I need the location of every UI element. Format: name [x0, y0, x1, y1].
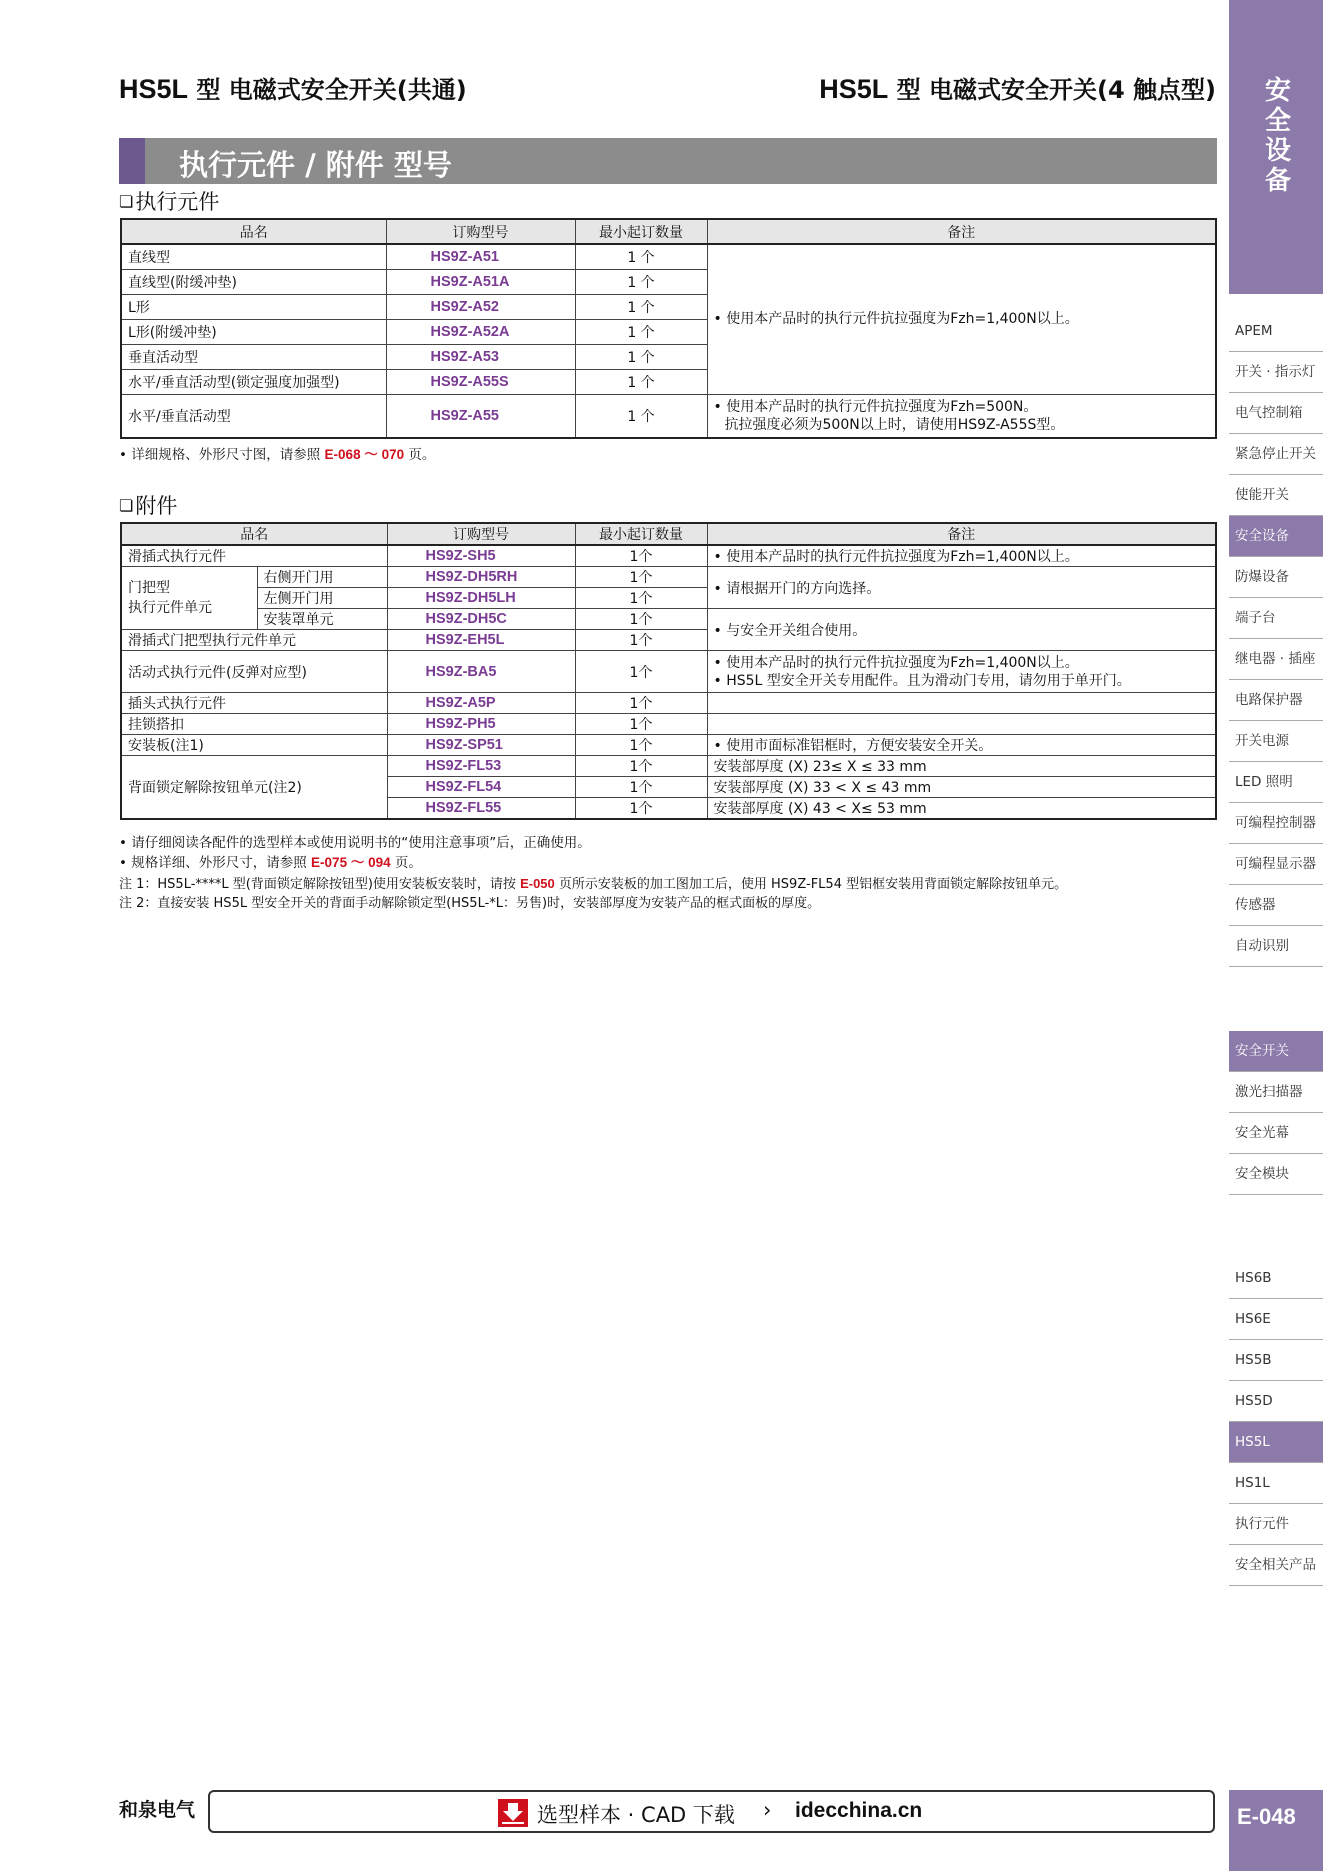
sidebar-nav-item[interactable]: 自动识别 — [1229, 926, 1323, 967]
order-code: HS9Z-A55S — [386, 369, 575, 394]
order-code: HS9Z-A52 — [386, 294, 575, 319]
order-code: HS9Z-BA5 — [387, 651, 575, 693]
table-row: 挂锁搭扣 HS9Z-PH5 1个 — [121, 714, 1216, 735]
footer-text: 选型样本 · CAD 下载 — [537, 1803, 735, 1827]
actuators-table — [120, 218, 1217, 439]
header-right-model: HS5L — [819, 74, 889, 104]
order-code: HS9Z-DH5LH — [387, 588, 575, 609]
table-header-row: 品名 订购型号 最小起订数量 备注 — [121, 219, 1216, 244]
sidebar-nav-item[interactable]: HS1L — [1229, 1463, 1323, 1504]
order-code: HS9Z-SH5 — [387, 545, 575, 567]
sidebar-nav-item[interactable]: LED 照明 — [1229, 762, 1323, 803]
sidebar-nav-item[interactable]: 继电器 · 插座 — [1229, 639, 1323, 680]
sidebar-nav-item[interactable]: 安全设备 — [1229, 516, 1323, 557]
table-row: 左侧开门用 HS9Z-DH5LH 1个 — [121, 588, 1216, 609]
checkbox-square-icon: ❏ — [119, 192, 134, 211]
sidebar-nav-item[interactable]: APEM — [1229, 311, 1323, 352]
order-code: HS9Z-A51 — [386, 244, 575, 269]
sidebar-nav-item[interactable]: 电路保护器 — [1229, 680, 1323, 721]
actuators-note: • 详细规格、外形尺寸图，请参照 E-068 ～ 070 页。 — [119, 447, 436, 463]
table-row: 直线型(附缓冲垫) HS9Z-A51A 1 个 — [121, 269, 1216, 294]
table-row: 直线型 HS9Z-A51 1 个 • 使用本产品时的执行元件抗拉强度为Fzh=1,400N以上。 — [121, 244, 1216, 269]
page-ref-link[interactable]: E-068 ～ 070 — [324, 447, 405, 462]
sidebar-nav-item[interactable]: 使能开关 — [1229, 475, 1323, 516]
order-code: HS9Z-PH5 — [387, 714, 575, 735]
section-title-bar — [119, 138, 1217, 184]
page-number: E-048 — [1229, 1790, 1323, 1871]
note-usage: • 请仔细阅读各配件的选型样本或使用说明书的“使用注意事项”后，正确使用。 — [119, 835, 591, 851]
order-code: HS9Z-SP51 — [387, 735, 575, 756]
table-row: HS9Z-FL54 1个 安装部厚度 (X) 33 < X ≤ 43 mm — [121, 777, 1216, 798]
note-2: 注 2：直接安装 HS5L 型安全开关的背面手动解除锁定型(HS5L-*L：另售)时，安装部厚度为安装产品的框式面板的厚度。 — [119, 896, 821, 911]
sidebar-nav-item[interactable]: 安全模块 — [1229, 1154, 1323, 1195]
note-1: 注 1：HS5L-****L 型(背面锁定解除按钮型)使用安装板安装时，请按 E-050 页所示安装板的加工图加工后，使用 HS9Z-FL54 型铝框安装用背面锁定解除按钮单元。 — [119, 876, 1068, 892]
actuator-remark: • 使用本产品时的执行元件抗拉强度为Fzh=1,400N以上。 — [707, 244, 1216, 394]
sidebar-category — [1229, 0, 1323, 294]
sidebar-nav-item[interactable]: 传感器 — [1229, 885, 1323, 926]
chevron-right-icon: › — [763, 1798, 772, 1822]
sidebar-nav-item[interactable]: 执行元件 — [1229, 1504, 1323, 1545]
section-title: 执行元件 / 附件 型号 — [179, 148, 452, 182]
table-row: 门把型 执行元件单元 右侧开门用 HS9Z-DH5RH 1个 • 请根据开门的方向选择。 — [121, 567, 1216, 588]
order-code: HS9Z-EH5L — [387, 630, 575, 651]
table-row: HS9Z-FL55 1个 安装部厚度 (X) 43 < X≤ 53 mm — [121, 798, 1216, 820]
order-code: HS9Z-DH5C — [387, 609, 575, 630]
order-code: HS9Z-A51A — [386, 269, 575, 294]
sidebar-nav-item[interactable]: 电气控制箱 — [1229, 393, 1323, 434]
actuators-heading: ❏执行元件 — [119, 190, 220, 214]
sidebar-nav-item[interactable]: HS5B — [1229, 1340, 1323, 1381]
order-code: HS9Z-A5P — [387, 693, 575, 714]
order-code: HS9Z-A55 — [386, 394, 575, 438]
table-row: 垂直活动型 HS9Z-A53 1 个 — [121, 344, 1216, 369]
header-right — [819, 70, 1216, 105]
table-row: 水平/垂直活动型(锁定强度加强型) HS9Z-A55S 1 个 — [121, 369, 1216, 394]
sidebar-nav-item[interactable]: 激光扫描器 — [1229, 1072, 1323, 1113]
footer-url[interactable]: idecchina.cn — [795, 1799, 923, 1822]
note-spec-ref: • 规格详细、外形尺寸，请参照 E-075 ～ 094 页。 — [119, 855, 422, 871]
table-row: L形(附缓冲垫) HS9Z-A52A 1 个 — [121, 319, 1216, 344]
sidebar-category-label: 安全设备 — [1264, 76, 1291, 196]
table-row: 安装罩单元 HS9Z-DH5C 1个 • 与安全开关组合使用。 — [121, 609, 1216, 630]
accessories-table — [120, 522, 1217, 820]
sidebar-nav-item[interactable]: HS6E — [1229, 1299, 1323, 1340]
page-ref-link[interactable]: E-050 — [520, 876, 555, 891]
footer-download-bar[interactable] — [208, 1790, 1215, 1833]
table-row: 背面锁定解除按钮单元(注2) HS9Z-FL53 1个 安装部厚度 (X) 23≤ X ≤ 33 mm — [121, 756, 1216, 777]
sidebar-nav-item[interactable]: 开关电源 — [1229, 721, 1323, 762]
table-header-row: 品名 订购型号 最小起订数量 备注 — [121, 523, 1216, 545]
table-row: 插头式执行元件 HS9Z-A5P 1个 — [121, 693, 1216, 714]
download-icon — [498, 1799, 528, 1827]
table-row: L形 HS9Z-A52 1 个 — [121, 294, 1216, 319]
sidebar-nav-item[interactable]: 开关 · 指示灯 — [1229, 352, 1323, 393]
order-code: HS9Z-DH5RH — [387, 567, 575, 588]
sidebar-nav-item[interactable]: 可编程显示器 — [1229, 844, 1323, 885]
page-ref-link[interactable]: E-075 ～ 094 — [311, 855, 391, 870]
sidebar-nav-item[interactable]: 安全相关产品 — [1229, 1545, 1323, 1586]
table-row: 滑插式门把型执行元件单元 HS9Z-EH5L 1个 — [121, 630, 1216, 651]
table-row: 安装板(注1) HS9Z-SP51 1个 • 使用市面标准铝框时，方便安装安全开关。 — [121, 735, 1216, 756]
actuator-remark: • 使用本产品时的执行元件抗拉强度为Fzh=500N。 抗拉强度必须为500N以上时，请使用HS9Z-A55S型。 — [707, 394, 1216, 438]
header-left-model: HS5L — [119, 74, 189, 104]
sidebar-nav-item[interactable]: 安全开关 — [1229, 1031, 1323, 1072]
order-code: HS9Z-A52A — [386, 319, 575, 344]
sidebar-nav-item[interactable]: 防爆设备 — [1229, 557, 1323, 598]
sidebar-nav-item[interactable]: 安全光幕 — [1229, 1113, 1323, 1154]
sidebar-nav-item[interactable]: HS5D — [1229, 1381, 1323, 1422]
order-code: HS9Z-FL53 — [387, 756, 575, 777]
header-left-title: 型 电磁式安全开关(共通) — [196, 76, 467, 104]
checkbox-square-icon: ❏ — [119, 496, 134, 515]
accessories-heading: ❏附件 — [119, 494, 178, 518]
order-code: HS9Z-A53 — [386, 344, 575, 369]
header-right-title: 型 电磁式安全开关(4 触点型) — [896, 76, 1216, 104]
order-code: HS9Z-FL55 — [387, 798, 575, 820]
sidebar-nav-item[interactable]: 可编程控制器 — [1229, 803, 1323, 844]
brand-logo: 和泉电气 — [119, 1799, 196, 1821]
order-code: HS9Z-FL54 — [387, 777, 575, 798]
table-row: 滑插式执行元件 HS9Z-SH5 1个 • 使用本产品时的执行元件抗拉强度为Fzh=1,400N以上。 — [121, 545, 1216, 567]
table-row: 水平/垂直活动型 HS9Z-A55 1 个 • 使用本产品时的执行元件抗拉强度为Fzh=500N。 抗拉强度必须为500N以上时，请使用HS9Z-A55S型。 — [121, 394, 1216, 438]
sidebar-nav-item[interactable]: 端子台 — [1229, 598, 1323, 639]
header-left — [119, 70, 467, 105]
sidebar-nav-item[interactable]: HS6B — [1229, 1258, 1323, 1299]
table-row: 活动式执行元件(反弹对应型) HS9Z-BA5 1个 • 使用本产品时的执行元件抗拉强度为Fzh=1,400N以上。 • HS5L 型安全开关专用配件。且为滑动门专用，请勿用于单开门。 — [121, 651, 1216, 693]
sidebar-nav-item[interactable]: HS5L — [1229, 1422, 1323, 1463]
section-accent — [119, 138, 145, 184]
sidebar-nav-item[interactable]: 紧急停止开关 — [1229, 434, 1323, 475]
